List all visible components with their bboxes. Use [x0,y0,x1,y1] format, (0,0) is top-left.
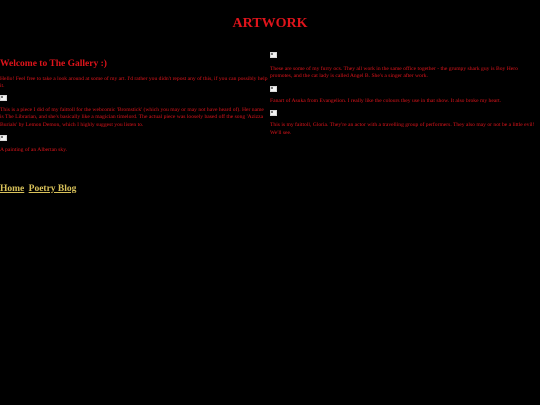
footer-nav [0,184,78,194]
home-link[interactable]: Home [0,184,25,194]
broken-image-icon [270,52,276,57]
artwork-caption-asuka: Fanart of Asuka from Evangelion. I really like the colours they use in that show. It also broke my heart. [270,97,502,104]
page-title: ARTWORK [232,16,308,31]
welcome-heading: Welcome to The Gallery :) [0,59,107,69]
intro-text: Hello! Feel free to take a look around at some of my art. I'd rather you didn't repost any of this, if you can possibly help it. [0,76,268,90]
broken-image-icon [0,95,6,100]
poetry-blog-link[interactable]: Poetry Blog [28,184,77,194]
artwork-caption-sky: A painting of an Albertan sky. [0,147,68,154]
right-column [270,50,540,137]
broken-image-icon [270,110,276,115]
artwork-caption-furry-ocs: These are some of my furry ocs. They all work in the same office together - the grumpy shark guy is Boy Hero promotes, and the cat lady is called Angel B. She's a singer after work. [270,66,518,80]
left-column [0,50,268,154]
broken-image-icon [0,135,6,140]
broken-image-icon [270,86,276,91]
artwork-caption-librarian: This is a piece I did of my faittoll for the webcomic 'Bromstick' (which you may or may not have heard of). Her name is The Librarian, and she's basically like a magician timelord. The actual piece was loosely based off the song 'Azizza Burials' by Lemon Demon, which I highly suggest you listen to. [0,106,264,128]
artwork-caption-gloria: This is my faittoll, Gloria. They're an actor with a travelling group of performers. They also may or not be a little evil! We'll see. [270,122,535,136]
